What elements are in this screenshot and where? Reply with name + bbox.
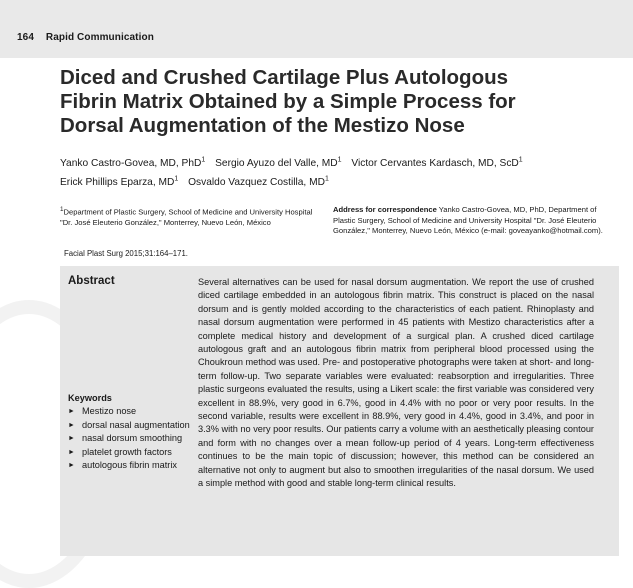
keyword-item: ► autologous fibrin matrix bbox=[68, 459, 193, 472]
affiliation-text: Department of Plastic Surgery, School of Medicine and University Hospital "Dr. José Eleuterio González," Monterrey, Nuevo León, México bbox=[60, 207, 313, 228]
keywords-block bbox=[68, 392, 193, 472]
author: Erick Phillips Eparza, $MD^1$ bbox=[60, 175, 179, 188]
title-line: Diced and Crushed Cartilage Plus Autologous bbox=[60, 66, 509, 89]
author: Victor Cervantes Kardasch, MD, ScD$^1$ bbox=[351, 157, 523, 170]
page-number: 164 bbox=[17, 32, 34, 43]
correspondence bbox=[333, 205, 603, 237]
keyword-item: ► Mestizo nose bbox=[68, 405, 193, 418]
keyword-item: ► dorsal nasal augmentation bbox=[68, 419, 193, 432]
affiliation-marker: 1 bbox=[60, 206, 64, 213]
abstract-heading: Abstract bbox=[68, 275, 115, 287]
author-row bbox=[60, 153, 620, 171]
abstract-text: Several alternatives can be used for nasal dorsum augmentation. We report the use of crushed diced cartilage embedded in an autologous fibrin matrix. This construct is placed on the nasal dorsum and is gently molded according to the characteristics of each patient. Rhinoplasty and nasal dorsum augmentation were performed in 45 patients with Mestizo characteristics after a complete medical history and development of a surgical plan. A crushed diced cartilage autologous graft and an autologous fibrin matrix from peripheral blood processed using the Choukroun method was used. Pre- and postoperative photographs were taken at short- and long-term follow-up. Two separate variables were evaluated: reabsorption and irregularities. Three plastic surgeons evaluated the results, using a Likert scale: the first variable was considered very excellent in 88.9%, very good in 6.7%, good in 4.4% with no poor or very poor results. In the second variable, results were excellent in 88.9%, very good in 4.4%, good in 3.4%, and poor in 3.3% with no very poor results. Our patients carry a volume with an aesthetically pleasing contour and form with no changes over a mean follow-up period of 4 years. Long-term effectiveness continues to be the main topic of discussion; however, this method can be considered an alternative not only to augment but also to smoothen irregularities of the nasal dorsum. We used a simple method with good and stable long-term clinical results. bbox=[198, 277, 594, 489]
affiliation bbox=[60, 205, 320, 229]
author: Osvaldo Vazquez Costilla, $MD^1$ bbox=[188, 175, 329, 188]
keyword-item: ► nasal dorsum smoothing bbox=[68, 432, 193, 445]
author-list bbox=[60, 153, 620, 190]
page-top-band bbox=[0, 0, 633, 58]
author: Sergio Ayuzo del Valle, $MD^1$ bbox=[215, 157, 342, 170]
author-row bbox=[60, 171, 620, 189]
keywords-list bbox=[68, 405, 193, 472]
title-line: Dorsal Augmentation of the Mestizo Nose bbox=[60, 114, 465, 137]
article-title bbox=[60, 66, 580, 138]
keywords-heading: Keywords bbox=[68, 393, 112, 403]
running-header bbox=[17, 32, 154, 43]
citation: Facial Plast Surg 2015;31:164–171. bbox=[64, 249, 188, 258]
author: Yanko Castro-Govea, MD, PhD$^1$ bbox=[60, 157, 206, 170]
keyword-item: ► platelet growth factors bbox=[68, 446, 193, 459]
correspondence-label: Address for correspondence bbox=[333, 205, 437, 214]
title-line: Fibrin Matrix Obtained by a Simple Process for bbox=[60, 90, 516, 113]
correspondence-text: Yanko Castro-Govea, MD, PhD, Department of Plastic Surgery, School of Medicine and University Hospital "Dr. José Eleuterio González," Monterrey, Nuevo León, México (e-mail: goveayanko@hotmail.com). bbox=[333, 205, 603, 235]
section-label: Rapid Communication bbox=[45, 32, 154, 43]
